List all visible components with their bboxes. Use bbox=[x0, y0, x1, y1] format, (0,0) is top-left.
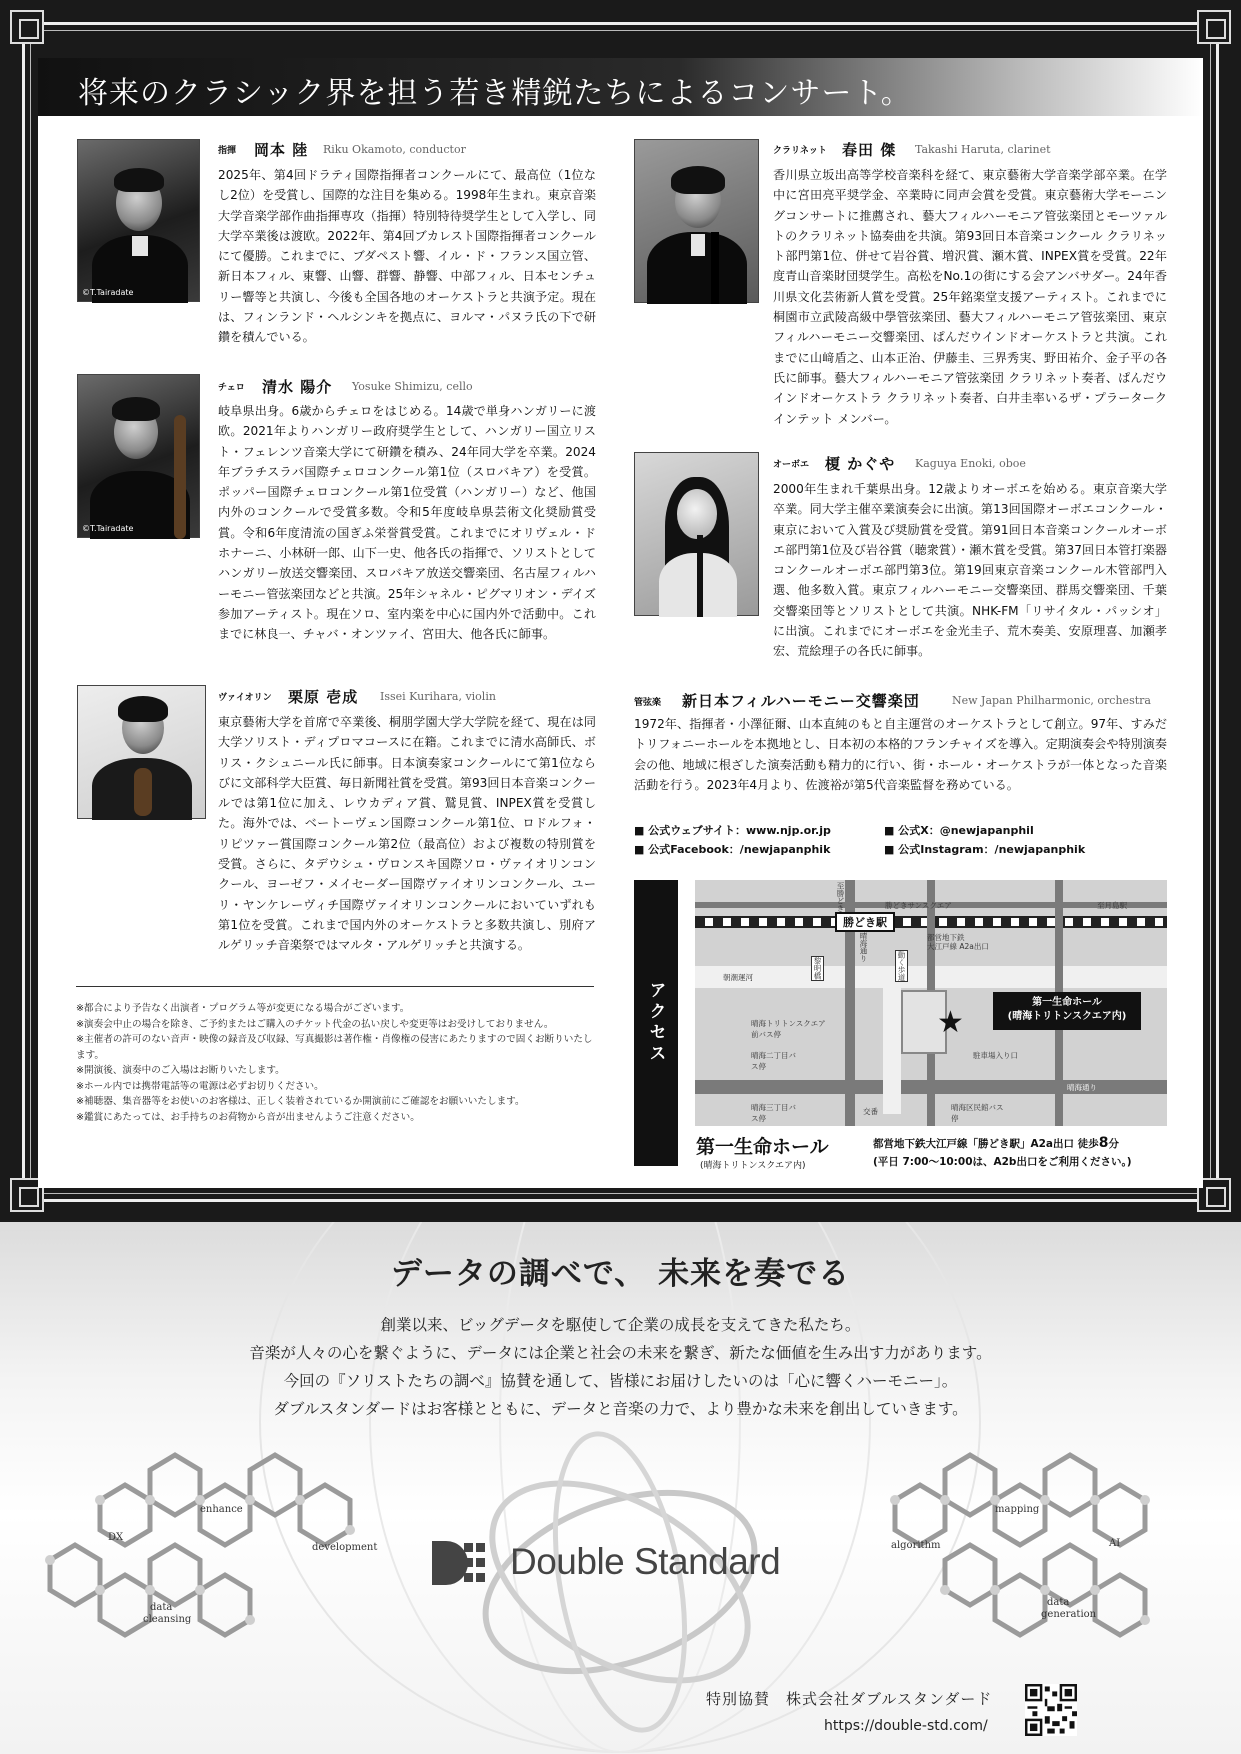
sponsor-url[interactable]: https://double-std.com/ bbox=[824, 1718, 988, 1734]
sponsor-headline: データの調べで、 未来を奏でる bbox=[390, 1256, 851, 1292]
photo-credit: ©T.Tairadate bbox=[82, 288, 134, 297]
performer-name: 栗原 壱成 bbox=[288, 688, 359, 706]
map-label: 朝潮運河 bbox=[723, 973, 753, 982]
role-label: チェロ bbox=[218, 383, 245, 393]
performer-name: 新日本フィルハーモニー交響楽団 bbox=[682, 692, 920, 710]
photo-haruta bbox=[634, 139, 759, 303]
note-item: ※都合により予告なく出演者・プログラム等が変更になる場合がございます。 bbox=[76, 1003, 410, 1014]
map-label: 交番 bbox=[863, 1107, 878, 1116]
map-label: 至月島駅 bbox=[1097, 901, 1127, 910]
venue-name: 第一生命ホール bbox=[696, 1136, 829, 1158]
role-label: オーボエ bbox=[773, 460, 810, 470]
map-label: 動く歩道 bbox=[897, 951, 906, 981]
venue-callout-sub: (晴海トリトンスクエア内) bbox=[1007, 1011, 1127, 1022]
note-item: ※演奏会中止の場合を除き、ご予約またはご購入のチケット代金の払い戻しや変更等はお受けしておりません。 bbox=[76, 1018, 554, 1030]
role-label: ヴァイオリン bbox=[218, 693, 272, 703]
photo-credit: ©T.Tairadate bbox=[82, 524, 134, 533]
access-tab: アクセス bbox=[634, 880, 678, 1166]
performer-name-en: Issei Kurihara, violin bbox=[380, 690, 496, 703]
note-item: ※主催者の許可のない音声・映像の録音及び収録、写真撮影は著作権・肖像権の侵害にあたりますので固くお断りいたします。 bbox=[76, 1034, 593, 1061]
note-item: ※補聴器、集音器等をお使いのお客様は、正しく装着されているか開演前にご確認をお願いいたします。 bbox=[76, 1096, 525, 1107]
map-label: 晴海二丁目バス停 bbox=[751, 1051, 796, 1071]
photo-okamoto bbox=[77, 139, 200, 302]
paragraph-line: ダブルスタンダードはお客様とともに、データと音楽の力で、より豊かな未来を創出していきます。 bbox=[273, 1400, 968, 1418]
access-map bbox=[695, 880, 1167, 1126]
hex-label: data bbox=[1047, 1597, 1070, 1608]
note-item: ※ホール内では携帯電話等の電源は必ずお切りください。 bbox=[76, 1080, 324, 1092]
station-label: 勝どき駅 bbox=[835, 912, 895, 932]
double-standard-logo bbox=[430, 1535, 830, 1595]
corner-ornament bbox=[10, 10, 44, 44]
performer-bio: 香川県立坂出高等学校音楽科を経て、東京藝術大学音楽学部卒業。在学中に宮田亮平奨学金、卒業時に同声会賞を受賞。東京藝術大学モーニングコンサートに推薦され、藝大フィルハーモニア管弦楽団とモーツァルトのクラリネット協奏曲を共演。第93回日本音楽コンクール クラリネット部門第1位、併せて岩谷賞、増沢賞、瀬木賞、INPEX賞を受賞。22年度青山音楽財団奨学生。高松をNo.1の街にする会アンバサダー。24年香川県文化芸術新人賞を受賞。25年銘楽堂支援アーティスト。これまでに桐園市立武陵高級中學管弦楽団、藝大フィルハーモニア管弦楽団、東京フィルハーモニー交響楽団、ぱんだウインドオーケストラと共演。これまでに山﨑盾之、山本正治、伊藤圭、三界秀実、野田祐介、金子平の各氏に師事。藝大フィルハーモニア管弦楽団 クラリネット奏者、ぱんだウインドオーケストラ クラリネット奏者、白井圭率いるザ・プラータークインテット メンバー。 bbox=[773, 168, 1167, 426]
hex-label: data bbox=[150, 1602, 173, 1613]
map-label: 晴海区民館バス停 bbox=[951, 1103, 1004, 1123]
performer-name-en: Yosuke Shimizu, cello bbox=[352, 380, 473, 393]
photo-enoki bbox=[634, 452, 759, 616]
qr-code-icon[interactable] bbox=[1025, 1684, 1077, 1736]
link-x[interactable]: ■ 公式X：@newjapanphil bbox=[884, 824, 1034, 837]
hex-label: generation bbox=[1041, 1609, 1097, 1620]
role-label: 管弦楽 bbox=[634, 698, 662, 708]
performer-bio: 2025年、第4回ドラティ国際指揮者コンクールにて、最高位（1位なし2位）を受賞し、国際的な注目を集める。1998年生まれ。東京音楽大学音楽学部作曲指揮専攻（指揮）特別特待奨学生として入学し、同大学卒業後は渡欧。2022年、第4回ブカレスト国際指揮者コンクールにて優勝。これまでに、ブダペスト響、イル・ド・フランス国立管、新日本フィル、東響、山響、群響、静響、中部フィル、日本センチュリー響等と共演し、今後も全国各地のオーケストラと共演予定。現在は、フィンランド・ヘルシンキを拠点に、ヨルマ・パヌラ氏の下で研鑽を積んでいる。 bbox=[218, 168, 596, 345]
directions-line: 都営地下鉄大江戸線「勝どき駅」A2a出口 徒歩 bbox=[873, 1138, 1099, 1150]
sponsor-paragraph bbox=[0, 1311, 1241, 1423]
venue-directions bbox=[873, 1134, 1132, 1171]
hex-label: mapping bbox=[995, 1504, 1040, 1515]
performer-name: 春田 傑 bbox=[842, 141, 897, 159]
hex-label: AI bbox=[1109, 1538, 1121, 1549]
performer-name-en: New Japan Philharmonic, orchestra bbox=[952, 694, 1151, 707]
performer-bio: 1972年、指揮者・小澤征爾、山本直純のもと自主運営のオーケストラとして創立。97年、すみだトリフォニーホールを本拠地とし、日本初の本格的フランチャイズを導入。定期演奏会や特別演奏会の他、地域に根ざした演奏活動も精力的に行い、街・ホール・オーケストラが一体となった音楽活動を行う。2023年4月より、佐渡裕が第5代音楽監督を務めている。 bbox=[634, 717, 1167, 792]
hex-network-left bbox=[40, 1440, 390, 1670]
banner-title: 将来のクラシック界を担う若き精鋭たちによるコンサート。 bbox=[78, 76, 912, 111]
link-website[interactable]: ■ 公式ウェブサイト：www.njp.or.jp bbox=[634, 824, 831, 837]
paragraph-line: 音楽が人々の心を繋ぐように、データには企業と社会の未来を繋ぎ、新たな価値を生み出す力があります。 bbox=[249, 1344, 992, 1362]
hex-network-right bbox=[855, 1440, 1205, 1670]
role-label: クラリネット bbox=[773, 146, 827, 156]
map-label: 晴海トリトンスクエア前バス停 bbox=[751, 1019, 826, 1039]
photo-shimizu bbox=[77, 374, 200, 538]
notes bbox=[76, 1001, 596, 1125]
map-label: 晴海通り bbox=[859, 932, 868, 962]
hex-label: enhance bbox=[200, 1504, 243, 1515]
performer-name: 榎 かぐや bbox=[825, 455, 896, 473]
performer-bio: 岐阜県出身。6歳からチェロをはじめる。14歳で単身ハンガリーに渡欧。2021年よりハンガリー政府奨学生として、ハンガリー国立リスト・フェレンツ音楽大学にて研鑽を積み、24年同大学を卒業。2024年ブラチスラバ国際チェロコンクール第1位（スロバキア）を受賞。ポッパー国際チェロコンクール第1位受賞（ハンガリー）など、他国内外のコンクールで受賞多数。令和5年度岐阜県芸術文化奨励賞受賞。令和6年度清流の国ぎふ栄誉賞受賞。これまでにオリヴェル・ドホナーニ、小林研一郎、山下一史、他各氏の指揮で、ソリストとしてハンガリー放送交響楽団、スロバキア放送交響楽団、名古屋フィルハーモニー管弦楽団などと共演。25年シャネル・ピグマリオン・デイズ参加アーティスト。現在ソロ、室内楽を中心に国内外で活動中。これまでに林良一、チャバ・オンツァイ、宮田大、他各氏に師事。 bbox=[218, 404, 596, 642]
walkway bbox=[883, 974, 901, 1114]
map-label: 大江戸線 A2a出口 bbox=[927, 942, 989, 951]
map-label: 駐車場入り口 bbox=[973, 1051, 1018, 1060]
special-sponsor: 特別協賛 株式会社ダブルスタンダード bbox=[706, 1690, 993, 1708]
logo-mark-icon bbox=[430, 1539, 486, 1587]
hex-label: DX bbox=[108, 1532, 124, 1543]
map-label: 至勝どき bbox=[836, 882, 845, 912]
performer-name-en: Takashi Haruta, clarinet bbox=[915, 143, 1051, 156]
performer-bio: 東京藝術大学を首席で卒業後、桐朋学園大学大学院を経て、現在は同大学ソリスト・ディプロマコースに在籍。これまでに清水高師氏、ボリス・クシュニール氏に師事。日本演奏家コンクールにて第1位ならびに文部科学大臣賞、毎日新聞社賞を受賞。第93回日本音楽コンクールでは第1位に加え、レウカディア賞、鷲見賞、INPEX賞を受賞した。海外では、ベートーヴェン国際コンクール第1位、ロドルフォ・リピツァー賞国際コンクール第2位（最高位）および複数の特別賞を受賞。さらに、タデウシュ・ヴロンスキ国際ソロ・ヴァイオリンコンクール、ヨーゼフ・メイセーダー国際ヴァイオリンコンクール、ユーリ・ヤンケレーヴィチ国際ヴァイオリンコンクールにおいていずれも第1位を受賞。これまで国内外のオーケストラと多数共演し、別府アルゲリッチ音楽祭ではマルタ・アルゲリッチと共演する。 bbox=[218, 715, 596, 953]
venue-star-icon: ★ bbox=[937, 1005, 964, 1040]
map-label: 黎明橋 bbox=[813, 957, 822, 980]
walk-minutes: 8 bbox=[1098, 1135, 1109, 1151]
notes-divider bbox=[76, 986, 594, 987]
walk-minutes-unit: 分 bbox=[1108, 1138, 1119, 1150]
link-instagram[interactable]: ■ 公式Instagram：/newjapanphik bbox=[884, 843, 1086, 856]
note-item: ※鑑賞にあたっては、お手持ちのお荷物から音が出ませんようご注意ください。 bbox=[76, 1111, 420, 1123]
performer-name: 岡本 陸 bbox=[254, 141, 309, 159]
performer-name-en: Kaguya Enoki, oboe bbox=[915, 457, 1026, 470]
corner-ornament bbox=[1197, 10, 1231, 44]
note-item: ※開演後、演奏中のご入場はお断りいたします。 bbox=[76, 1065, 285, 1076]
performer-name-en: Riku Okamoto, conductor bbox=[323, 143, 466, 156]
photo-kurihara bbox=[77, 685, 206, 819]
paragraph-line: 創業以来、ビッグデータを駆使して企業の成長を支えてきた私たち。 bbox=[380, 1316, 861, 1334]
logo-wordmark: Double Standard bbox=[510, 1541, 781, 1582]
venue-subtitle: (晴海トリトンスクエア内) bbox=[700, 1161, 806, 1171]
directions-note: (平日 7:00〜10:00は、A2b出口をご利用ください。) bbox=[873, 1156, 1132, 1168]
map-label: 都営地下鉄 bbox=[927, 933, 965, 942]
headline-banner bbox=[38, 58, 1203, 116]
link-facebook[interactable]: ■ 公式Facebook：/newjapanphik bbox=[634, 843, 831, 856]
performer-bio: 2000年生まれ千葉県出身。12歳よりオーボエを始める。東京音楽大学卒業。同大学主催卒業演奏会に出演。第13回国際オーボエコンクール・東京において入賞及び奨励賞を受賞。第91回日本音楽コンクールオーボエ部門第1位及び岩谷賞（聴衆賞）・瀬木賞を受賞。第37回日本管打楽器コンクールオーボエ部門第3位。第19回東京音楽コンクール木管部門入選、他多数入賞。東京フィルハーモニー交響楽団、群馬交響楽団、千葉交響楽団等とソリストとして共演。NHK-FM「リサイタル・パッシオ」に出演。これまでにオーボエを金光圭子、荒木奏美、安原理喜、加瀬孝宏、荒絵理子の各氏に師事。 bbox=[773, 482, 1167, 659]
venue-callout bbox=[993, 992, 1141, 1030]
role-label: 指揮 bbox=[218, 146, 237, 156]
venue-callout-title: 第一生命ホール bbox=[1032, 997, 1102, 1008]
performer-name: 清水 陽介 bbox=[262, 378, 333, 396]
map-label: 晴海通り bbox=[1067, 1083, 1097, 1092]
map-label: 晴海三丁目バス停 bbox=[751, 1103, 796, 1123]
paragraph-line: 今回の『ソリストたちの調べ』協賛を通して、皆様にお届けしたいのは「心に響くハーモニー」。 bbox=[283, 1372, 958, 1390]
map-label: 勝どきサンスクエア bbox=[885, 901, 952, 910]
hex-label: algorithm bbox=[891, 1540, 941, 1551]
hex-label: development bbox=[312, 1542, 378, 1553]
hex-label: cleansing bbox=[143, 1614, 192, 1625]
